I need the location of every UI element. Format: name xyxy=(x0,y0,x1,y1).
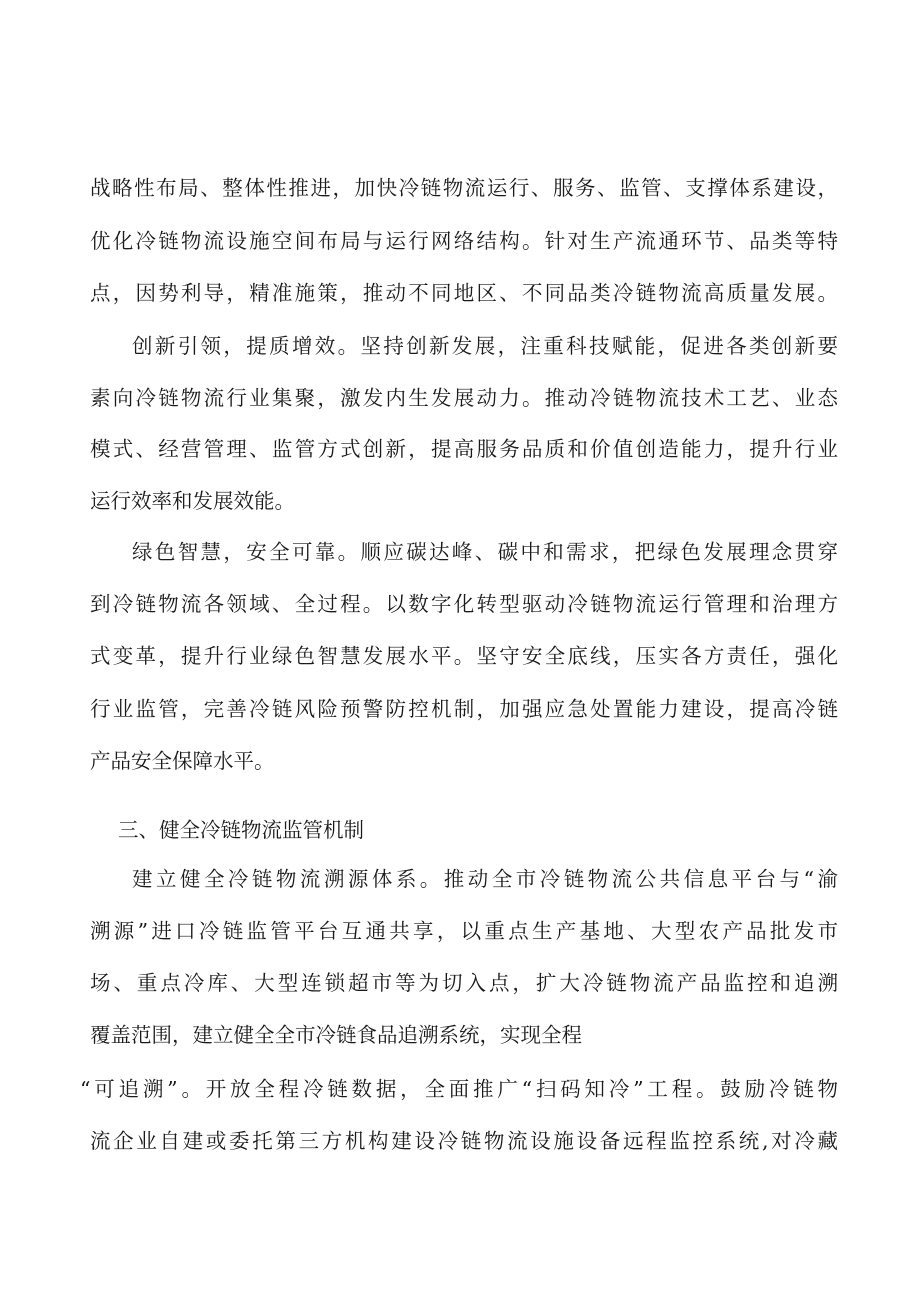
section-heading: 三、健全冷链物流监管机制 xyxy=(118,818,364,842)
paragraph-2-line-1: 创新引领，提质增效。坚持创新发展，注重科技赋能，促进各类创新要 xyxy=(132,334,838,358)
paragraph-3-line-2: 到冷链物流各领域、全过程。以数字化转型驱动冷链物流运行管理和治理方 xyxy=(90,592,838,616)
section-paragraph-line-6: 流企业自建或委托第三方机构建设冷链物流设施设备远程监控系统,对冷藏 xyxy=(90,1129,838,1153)
paragraph-3-line-1: 绿色智慧，安全可靠。顺应碳达峰、碳中和需求，把绿色发展理念贯穿 xyxy=(132,540,838,564)
paragraph-2-line-4: 运行效率和发展效能。 xyxy=(90,489,295,513)
section-paragraph-line-5: “可追溯”。开放全程冷链数据，全面推广“扫码知冷”工程。鼓励冷链物 xyxy=(80,1077,838,1101)
paragraph-3-line-5: 产品安全保障水平。 xyxy=(90,749,275,773)
paragraph-2-line-2: 素向冷链物流行业集聚，激发内生发展动力。推动冷链物流技术工艺、业态 xyxy=(90,386,838,410)
paragraph-1-line-2: 优化冷链物流设施空间布局与运行网络结构。针对生产流通环节、品类等特 xyxy=(90,229,838,253)
paragraph-3-line-4: 行业监管，完善冷链风险预警防控机制，加强应急处置能力建设，提高冷链 xyxy=(90,697,838,721)
section-paragraph-line-4: 覆盖范围，建立健全全市冷链食品追溯系统，实现全程 xyxy=(90,1023,582,1047)
paragraph-1-line-1: 战略性布局、整体性推进，加快冷链物流运行、服务、监管、支撑体系建设， xyxy=(90,176,838,200)
section-paragraph-line-3: 场、重点冷库、大型连锁超市等为切入点，扩大冷链物流产品监控和追溯 xyxy=(90,971,838,995)
paragraph-2-line-3: 模式、经营管理、监管方式创新，提高服务品质和价值创造能力，提升行业 xyxy=(90,437,838,461)
paragraph-1-line-3: 点，因势利导，精准施策，推动不同地区、不同品类冷链物流高质量发展。 xyxy=(90,281,838,305)
section-paragraph-line-2: 溯源”进口冷链监管平台互通共享，以重点生产基地、大型农产品批发市 xyxy=(90,919,838,943)
paragraph-3-line-3: 式变革，提升行业绿色智慧发展水平。坚守安全底线，压实各方责任，强化 xyxy=(90,644,838,668)
section-paragraph-line-1: 建立健全冷链物流溯源体系。推动全市冷链物流公共信息平台与“渝 xyxy=(132,867,838,891)
